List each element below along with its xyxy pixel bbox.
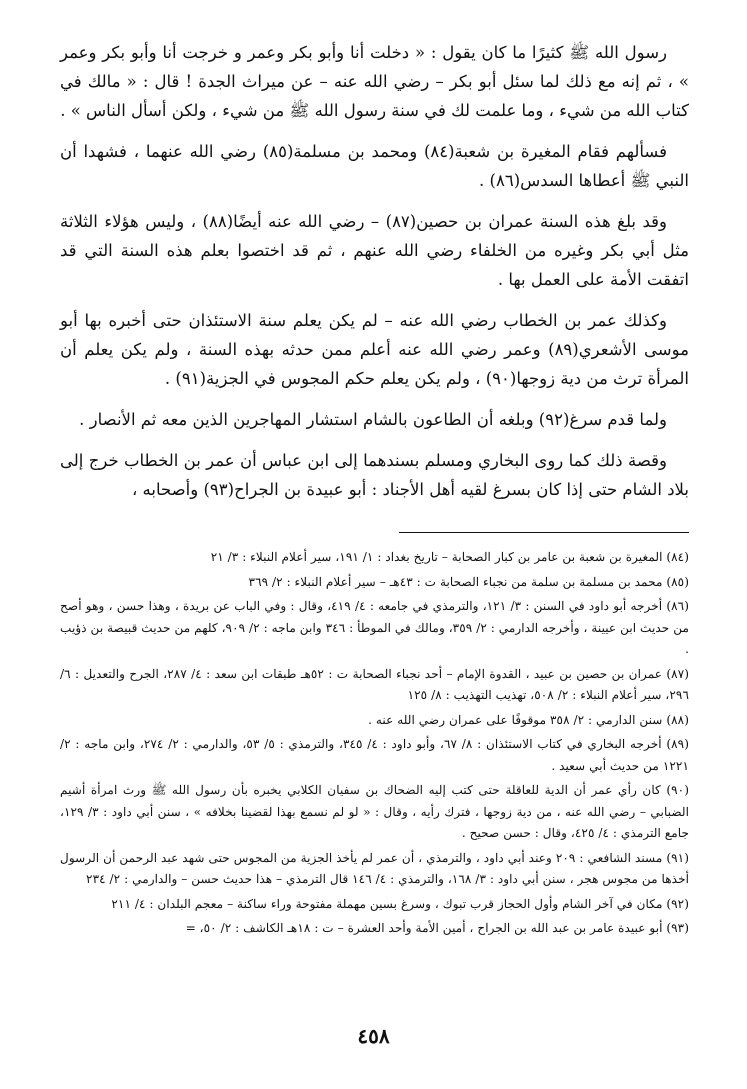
footnotes: [60, 547, 689, 940]
paragraph: وقد بلغ هذه السنة عمران بن حصين(٨٧) – رضي الله عنه أيضًا(٨٨) ، وليس هؤلاء الثلاثة مثل أبي بكر وغيره من الخلفاء رضي الله عنهم ، ثم قد اختصوا بعلم هذه السنة التي قد اتفقت الأمة على العمل بها .: [60, 212, 689, 289]
footnote: (٨٩) أخرجه البخاري في كتاب الاستئذان : ٨/ ٦٧، وأبو داود : ٤/ ٣٤٥، والترمذي : ٥/ ٥٣، والدارمي : ٢/ ٢٧٤، وابن ماجه : ٢/ ١٢٢١ من حديث أبي سعيد .: [60, 737, 689, 773]
footnote-divider: [399, 532, 689, 533]
paragraph: رسول الله ﷺ كثيرًا ما كان يقول : « دخلت أنا وأبو بكر وعمر و خرجت أنا وأبو بكر وعمر » ، ثم إنه مع ذلك لما سئل أبو بكر – رضي الله عنه – عن ميراث الجدة ! قال : « مالك في كتاب الله من شيء ، وما علمت لك في سنة رسول الله ﷺ من شيء ، ولكن أسأل الناس » .: [60, 43, 689, 120]
footnote: (٩٠) كان رأي عمر أن الدية للعاقلة حتى كتب إليه الضحاك بن سفيان الكلابي يخبره بأن رسول الله ﷺ ورث امرأة أشيم الضبابي – رضي الله عنه ، من دية زوجها ، فترك رأيه ، وقال : « لو لم نسمع بهذا لقضينا بخلافه » ، سنن أبي داود : ٣/ ١٢٩، جامع الترمذي : ٤/ ٤٢٥، وقال : حسن صحيح .: [60, 783, 690, 840]
footnote: (٩٢) مكان في آخر الشام وأول الحجاز قرب تبوك ، وسرغ بسين مهملة مفتوحة وراء ساكنة – معجم البلدان : ٤/ ٢١١: [111, 896, 689, 911]
paragraph: وكذلك عمر بن الخطاب رضي الله عنه – لم يكن يعلم سنة الاستئذان حتى أخبره بها أبو موسى الأشعري(٨٩) وعمر رضي الله عنه أعلم ممن حدثه بهذه السنة ، ولم يكن يعلم أن المرأة ترث من دية زوجها(٩٠) ، ولم يكن يعلم حكم المجوس في الجزية(٩١) .: [60, 311, 689, 388]
footnote: (٨٦) أخرجه أبو داود في السنن : ٣/ ١٢١، والترمذي في جامعه : ٤/ ٤١٩، وقال : وفي الباب عن بريدة ، وهذا حسن ، وهو أصح من حديث ابن عيينة ، وأخرجه الدارمي : ٢/ ٣٥٩، ومالك في الموطأ : ٣٤٦ وابن ماجه : ٢/ ٩٠٩، كلهم من حديث قبيصة بن ذؤيب .: [60, 599, 690, 656]
footnote: (٨٧) عمران بن حصين بن عبيد ، القدوة الإمام – أحد نجباء الصحابة ت : ٥٢هـ طبقات ابن سعد : ٤/ ٢٨٧، الجرح والتعديل : ٦/ ٢٩٦، سير أعلام النبلاء : ٢/ ٥٠٨، تهذيب التهذيب : ٨/ ١٢٥: [60, 666, 690, 702]
paragraph: وقصة ذلك كما روى البخاري ومسلم بسندهما إلى ابن عباس أن عمر بن الخطاب خرج إلى بلاد الشام حتى إذا كان بسرغ لقيه أهل الأجناد : أبو عبيدة بن الجراح(٩٣) وأصحابه ،: [60, 451, 689, 499]
paragraph: فسألهم فقام المغيرة بن شعبة(٨٤) ومحمد بن مسلمة(٨٥) رضي الله عنهما ، فشهدا أن النبي ﷺ أعطاها السدس(٨٦) .: [60, 142, 689, 190]
footnote: (٩٣) أبو عبيدة عامر بن عبد الله بن الجراح ، أمين الأمة وأحد العشرة – ت : ١٨هـ الكاشف : ٢/ ٥٠، =: [185, 921, 689, 935]
page-number: ٤٥٨: [357, 1024, 390, 1048]
footnote: (٨٤) المغيرة بن شعبة بن عامر بن كبار الصحابة – تاريخ بغداد : ١/ ١٩١، سير أعلام النبلاء : ٣/ ٢١: [210, 550, 689, 564]
paragraph: ولما قدم سرغ(٩٢) وبلغه أن الطاعون بالشام استشار المهاجرين الذين معه ثم الأنصار .: [79, 410, 667, 429]
main-text: [60, 38, 689, 504]
footnote: (٨٨) سنن الدارمي : ٢/ ٣٥٨ موقوفًا على عمران رضي الله عنه .: [368, 712, 689, 727]
footnote: (٨٥) محمد بن مسلمة بن سلمة من نجباء الصحابة ت : ٤٣هـ – سير أعلام النبلاء : ٢/ ٣٦٩: [248, 574, 689, 589]
footnote: (٩١) مسند الشافعي : ٢٠٩ وعند أبي داود ، والترمذي ، أن عمر لم يأخذ الجزية من المجوس حتى شهد عبد الرحمن أن الرسول أخذها من مجوس هجر ، سنن أبي داود : ٣/ ١٦٨، والترمذي : ٤/ ١٤٦ قال الترمذي – هذا حديث حسن – والدارمي : ٢/ ٢٣٤: [60, 850, 689, 886]
